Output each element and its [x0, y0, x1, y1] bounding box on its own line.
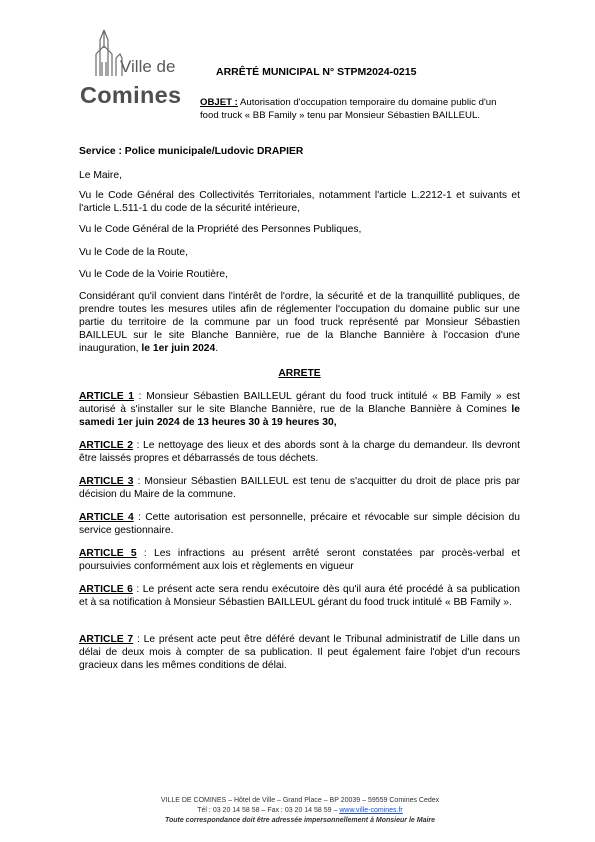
footer-notice: Toute correspondance doit être adressée impersonnellement à Monsieur le Maire: [164, 817, 436, 824]
footer: [80, 796, 520, 826]
article-text: : Cette autorisation est personnelle, précaire et révocable sur simple décision du service gestionnaire.: [79, 512, 520, 537]
article-text: : Monsieur Sébastien BAILLEUL est tenu de s'acquitter du droit de place pris par décision du Maire de la commune.: [79, 476, 520, 501]
objet-text: Autorisation d'occupation temporaire du domaine public d'un food truck « BB Family » tenu par Monsieur Sébastien BAILLEUL.: [200, 97, 497, 121]
service-line: Service : Police municipale/Ludovic DRAPIER: [79, 146, 304, 157]
vu-code-voirie: Vu le Code de la Voirie Routière,: [79, 269, 229, 280]
arrete-heading: ARRETE: [278, 368, 321, 379]
footer-address: VILLE DE COMINES – Hôtel de Ville – Grand Place – BP 20039 – 59559 Comines Cedex: [160, 797, 440, 804]
article-label: ARTICLE 2: [79, 440, 133, 451]
footer-contact: Tél : 03 20 14 58 58 – Fax : 03 20 14 58 59 – www.ville-comines.fr: [197, 807, 403, 814]
article-text: : Monsieur Sébastien BAILLEUL gérant du food truck intitulé « BB Family » est autorisé à s'installer sur le site Blanche Bannière, rue de la Blanche Bannière à Comines: [79, 391, 520, 416]
logo-ville-de: Ville de: [120, 57, 176, 76]
article-2: [79, 439, 520, 465]
article-5: [79, 547, 520, 573]
considerant-text: Considérant qu'il convient dans l'intérêt de l'ordre, la sécurité et de la tranquillité publiques, de prendre toutes les mesures utiles afin de réglementer l'occupation du domaine public sur une partie du territoire de la commune par un food truck représenté par Monsieur Sébastien BAILLEUL sur le site Blanche Bannière, rue de la Blanche Bannière à l'occasion d'une inauguration,: [79, 291, 520, 355]
considerant-paragraph: Considérant qu'il convient dans l'intérêt de l'ordre, la sécurité et de la tranquillité publiques, de prendre toutes les mesures utiles afin de réglementer l'occupation du domaine public sur une partie du territoire de la commune par un food truck représenté par Monsieur Sébastien BAILLEUL sur le site Blanche Bannière, rue de la Blanche Bannière à l'occasion d'une inauguration, le 1er juin 2024.: [79, 291, 520, 355]
article-3: [79, 475, 520, 501]
maire-line: Le Maire,: [79, 170, 122, 181]
article-label: ARTICLE 1: [79, 391, 135, 402]
article-label: ARTICLE 7: [79, 634, 134, 645]
article-label: ARTICLE 3: [79, 476, 134, 487]
article-6: [79, 583, 520, 609]
objet-label: OBJET :: [200, 97, 238, 108]
article-text: : Le nettoyage des lieux et des abords sont à la charge du demandeur. Ils devront être laissés propres et débarrassés de tous déchets.: [79, 440, 520, 465]
ville-de-comines-logo: [80, 28, 195, 108]
article-text: : Les infractions au présent arrêté seront constatées par procès-verbal et poursuivies conformément aux lois et règlements en vigueur: [79, 548, 520, 573]
decree-subject: [200, 97, 500, 122]
article-label: ARTICLE 5: [79, 548, 137, 559]
logo-comines: Comines: [80, 82, 182, 108]
article-7: [79, 633, 520, 672]
article-1: [79, 390, 520, 429]
vu-code-route: Vu le Code de la Route,: [79, 247, 188, 258]
article-text: : Le présent acte peut être déféré devant le Tribunal administratif de Lille dans un délai de deux mois à compter de sa publication. Il peut également faire l'objet d'un recours gracieux dans les mêmes conditions de délai.: [79, 634, 520, 672]
article-text: : Le présent acte sera rendu exécutoire dès qu'il aura été procédé à sa publication et à sa notification à Monsieur Sébastien BAILLEUL gérant du food truck intitulé « BB Family ».: [79, 584, 520, 609]
article-date: le samedi 1er juin 2024 de 13 heures 30 à 19 heures 30,: [79, 404, 520, 429]
vu-cgct: Vu le Code Général des Collectivités Territoriales, notamment l'article L.2212-1 et suivants et l'article L.511-1 du code de la sécurité intérieure,: [79, 190, 520, 215]
website-link[interactable]: www.ville-comines.fr: [339, 807, 403, 814]
considerant-date: le 1er juin 2024: [141, 343, 216, 355]
decree-title: ARRÊTÉ MUNICIPAL N° STPM2024-0215: [216, 66, 417, 78]
article-label: ARTICLE 6: [79, 584, 133, 595]
article-label: ARTICLE 4: [79, 512, 134, 523]
article-4: [79, 511, 520, 537]
vu-cgppp: Vu le Code Général de la Propriété des Personnes Publiques,: [79, 224, 362, 235]
